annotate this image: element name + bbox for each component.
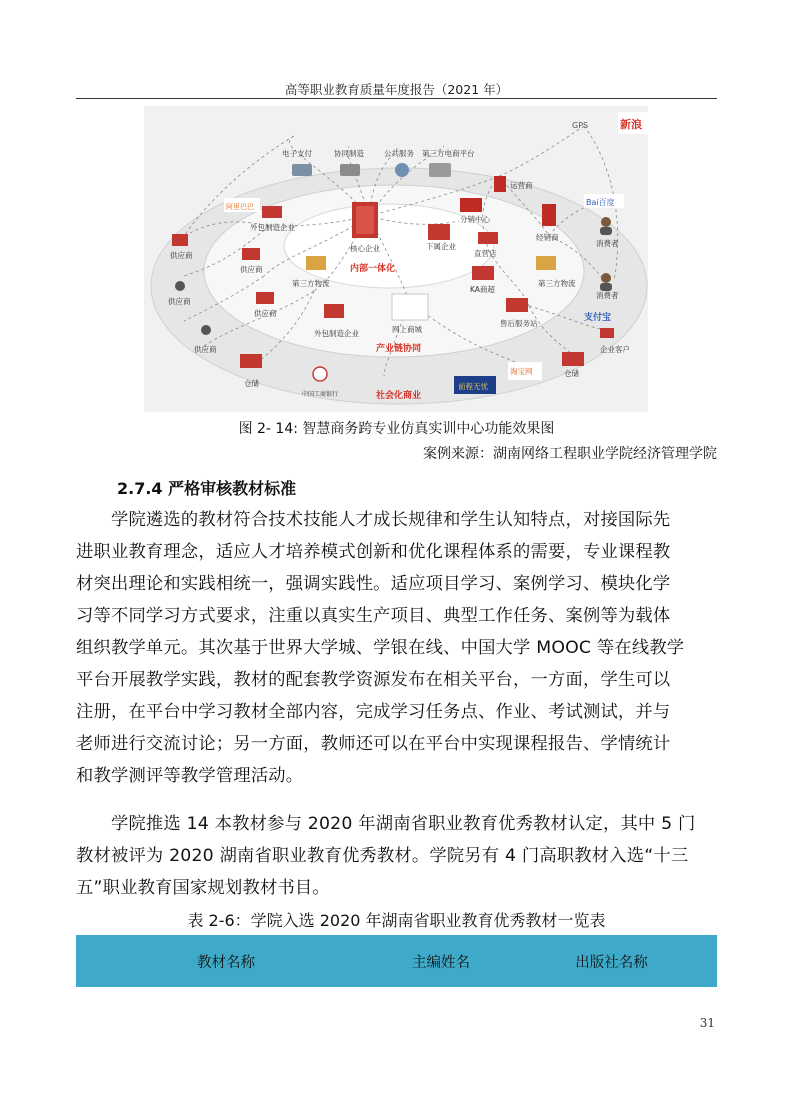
- label-epay: 电子支付: [282, 149, 312, 158]
- paragraph-line: 学院推选 14 本教材参与 2020 年湖南省职业教育优秀教材认定，其中 5 门: [76, 814, 696, 834]
- label-bank: 中国工商银行: [302, 391, 339, 398]
- consumer-icon-2: [601, 273, 611, 283]
- column-header-publisher: 出版社名称: [575, 954, 648, 971]
- label-public: 公共服务: [384, 149, 414, 158]
- figure-caption: 图 2- 14: 智慧商务跨专业仿真实训中心功能效果图: [238, 421, 555, 437]
- label-outsource2: 外包制造企业: [314, 329, 359, 338]
- column-header-textbook: 教材名称: [197, 954, 255, 971]
- running-header: 高等职业教育质量年度报告（2021 年）: [284, 82, 509, 97]
- paragraph-2: [76, 808, 717, 904]
- paragraph-line: 教材被评为 2020 湖南省职业教育优秀教材。学院另有 4 门高职教材入选“十三: [76, 846, 689, 866]
- outsource-factory-icon-2: [324, 304, 344, 318]
- label-inner: 内部一体化: [350, 264, 396, 274]
- ka-store-icon: [472, 266, 494, 280]
- label-supplier3: 供应商: [168, 297, 191, 306]
- label-operator: 运营商: [510, 181, 533, 190]
- paragraph-line: 和教学测评等教学管理活动。: [76, 766, 304, 786]
- label-supplier4: 供应商: [254, 309, 277, 318]
- label-alipay: 支付宝: [584, 313, 612, 323]
- table-header-row: [76, 935, 717, 987]
- paragraph-line: 五”职业教育国家规划教材书目。: [76, 878, 330, 898]
- ecosystem-diagram: [144, 106, 648, 412]
- label-alibaba: 阿里巴巴: [226, 203, 254, 211]
- warehouse-icon-2: [562, 352, 584, 366]
- logistics-truck-icon-2: [536, 256, 556, 270]
- label-logistics1: 第三方物流: [292, 279, 330, 288]
- column-header-editor: 主编姓名: [412, 954, 470, 971]
- label-consumer1: 消费者: [596, 239, 619, 248]
- figure-source: 案例来源：湖南网络工程职业学院经济管理学院: [423, 446, 717, 462]
- supplier-icon-2: [242, 248, 260, 260]
- operator-icon: [494, 176, 506, 192]
- label-after: 售后服务站: [500, 319, 538, 328]
- label-supplier2: 供应商: [240, 265, 263, 274]
- paragraph-1: [76, 504, 717, 792]
- label-sub: 下属企业: [426, 242, 456, 251]
- supplier-laptop-icon: [172, 234, 188, 246]
- supplier-icon-4: [256, 292, 274, 304]
- paragraph-line: 组织教学单元。其次基于世界大学城、学银在线、中国大学 MOOC 等在线教学: [76, 638, 685, 658]
- label-online: 网上商城: [392, 325, 422, 334]
- paragraph-line: 注册，在平台中学习教材全部内容，完成学习任务点、作业、考试测试，并与: [76, 702, 671, 722]
- paragraph-line: 进职业教育理念，适应人才培养模式创新和优化课程体系的需要，专业课程教: [76, 542, 671, 562]
- supplier-person-icon-2: [201, 325, 211, 335]
- logistics-truck-icon: [306, 256, 326, 270]
- label-social: 社会化商业: [376, 391, 422, 401]
- bank-logo-icon: [313, 367, 327, 381]
- label-gps: GPS: [572, 121, 589, 130]
- consumer-body-2: [600, 283, 612, 291]
- epay-icon: [292, 164, 312, 176]
- label-collab: 协同制造: [334, 149, 364, 158]
- table-title: 表 2-6：学院入选 2020 年湖南省职业教育优秀教材一览表: [187, 911, 606, 930]
- label-platform: 第三方电商平台: [422, 149, 475, 158]
- label-core: 核心企业: [350, 244, 380, 253]
- dealer-icon: [542, 204, 556, 226]
- core-building-face: [356, 206, 374, 234]
- collab-icon: [340, 164, 360, 176]
- label-dist: 分销中心: [460, 215, 490, 224]
- distribution-center-icon: [460, 198, 482, 212]
- outsource-factory-icon: [262, 206, 282, 218]
- corp-client-icon: [600, 328, 614, 338]
- supplier-person-icon: [175, 281, 185, 291]
- label-warehouse2: 仓储: [564, 369, 579, 378]
- after-sales-icon: [506, 298, 528, 312]
- paragraph-line: 材突出理论和实践相统一，强调实践性。适应项目学习、案例学习、模块化学: [76, 574, 671, 594]
- paragraph-line: 老师进行交流讨论；另一方面，教师还可以在平台中实现课程报告、学情统计: [76, 734, 671, 754]
- figure-diagram: [144, 106, 648, 412]
- warehouse-icon: [240, 354, 262, 368]
- header-rule: [76, 98, 717, 99]
- label-supplier5: 供应商: [194, 345, 217, 354]
- platform-icon: [429, 163, 451, 177]
- label-outsource1: 外包制造企业: [250, 223, 295, 232]
- label-fast: 前程无忧: [458, 382, 488, 391]
- label-dealer: 经销商: [536, 233, 559, 242]
- paragraph-line: 学院遴选的教材符合技术技能人才成长规律和学生认知特点，对接国际先: [76, 510, 671, 530]
- online-mall-icon: [392, 294, 428, 320]
- label-baidu: Bai百度: [586, 198, 615, 207]
- direct-store-icon: [478, 232, 498, 244]
- label-chain: 产业链协同: [376, 344, 422, 354]
- page-number: 31: [699, 1016, 715, 1030]
- section-heading: 2.7.4 严格审核教材标准: [117, 479, 297, 498]
- subsidiary-icon: [428, 224, 450, 240]
- label-warehouse1: 仓储: [244, 379, 259, 388]
- consumer-body: [600, 227, 612, 235]
- label-sina: 新浪: [620, 118, 642, 131]
- paragraph-line: 习等不同学习方式要求，注重以真实生产项目、典型工作任务、案例等为载体: [76, 606, 671, 626]
- label-ka: KA商超: [470, 285, 495, 294]
- paragraph-line: 平台开展教学实践，教材的配套教学资源发布在相关平台，一方面，学生可以: [76, 670, 671, 690]
- label-consumer2: 消费者: [596, 291, 619, 300]
- label-direct: 直营店: [474, 249, 497, 258]
- public-service-icon: [395, 163, 409, 177]
- label-logistics2: 第三方物流: [538, 279, 576, 288]
- label-supplier1: 供应商: [170, 251, 193, 260]
- label-taobao: 淘宝网: [510, 367, 533, 376]
- consumer-icon: [601, 217, 611, 227]
- label-corp-client: 企业客户: [600, 345, 630, 354]
